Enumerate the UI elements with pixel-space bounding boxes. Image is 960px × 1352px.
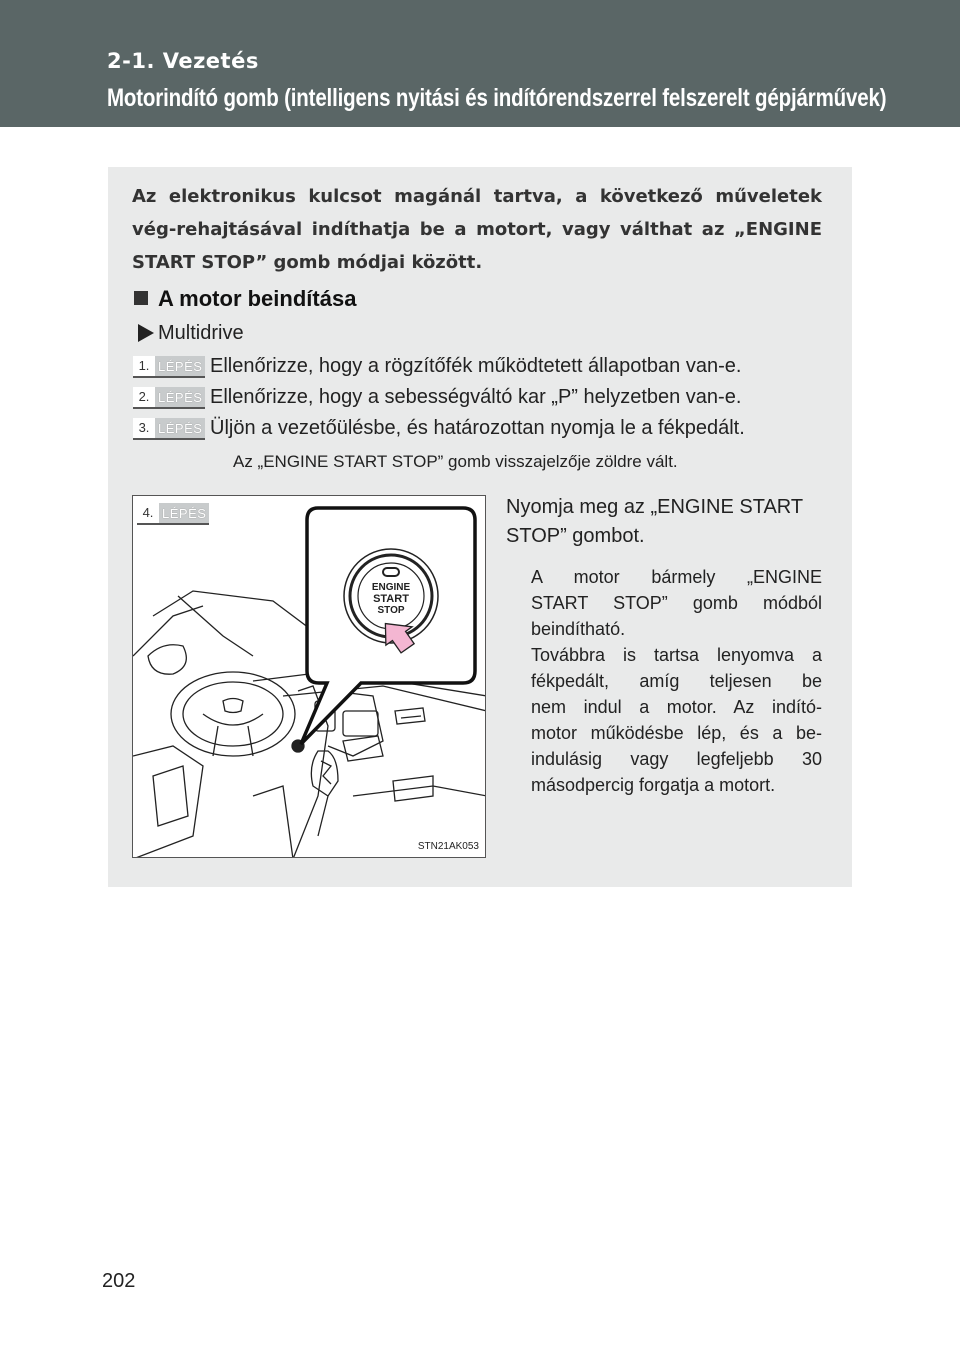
step-badge: 2. LÉPÉS: [133, 387, 205, 409]
intro-paragraph: Az elektronikus kulcsot magánál tartva, a következő műveletek vég-rehajtásával indíthatja be a motort, vagy válthat az „ENGINE START STOP” gomb módjai között.: [132, 186, 822, 273]
section-label: 2-1. Vezetés: [107, 49, 259, 73]
note-line: nem indul a motor. Az indító-: [531, 697, 822, 717]
page-number: 202: [102, 1270, 136, 1292]
step4-note: [531, 564, 822, 798]
note-line: beindítható.: [531, 619, 626, 639]
subheading-text: A motor beindítása: [158, 286, 357, 311]
button-label-line-3: STOP: [377, 605, 405, 616]
note-line: motor működésbe lép, és a be-: [531, 723, 822, 743]
variant-text: Multidrive: [158, 322, 244, 344]
note-line: Továbbra is tartsa lenyomva a: [531, 645, 822, 665]
note-line: A motor bármely „ENGINE: [531, 567, 822, 587]
dashboard-drawing: [133, 496, 486, 858]
step-badge: 3. LÉPÉS: [133, 418, 205, 440]
note-line: indulásig vagy legfeljebb 30: [531, 749, 822, 769]
step-text: Ellenőrizze, hogy a rögzítőfék működtetett állapotban van-e.: [210, 355, 742, 377]
step-badge: 4. LÉPÉS: [137, 503, 209, 525]
step-text: Ellenőrizze, hogy a sebességváltó kar „P” helyzetben van-e.: [210, 386, 742, 408]
page-title: Motorindító gomb (intelligens nyitási és indítórendszerrel felszerelt gépjárművek): [107, 84, 887, 112]
button-label-line-1: ENGINE: [371, 582, 411, 593]
page-header: [0, 0, 960, 127]
step-badge: 1. LÉPÉS: [133, 356, 205, 378]
step3-note: Az „ENGINE START STOP” gomb visszajelzője zöldre vált.: [233, 452, 678, 471]
note-line: fékpedált, amíg teljesen be: [531, 671, 822, 691]
figure-code: STN21AK053: [417, 841, 479, 852]
step-text: Üljön a vezetőülésbe, és határozottan nyomja le a fékpedált.: [210, 417, 745, 439]
button-label-line-2: START: [373, 593, 409, 605]
square-bullet-icon: [134, 291, 148, 305]
dashboard-illustration: [132, 495, 486, 858]
subheading: [134, 286, 356, 312]
step4-text: Nyomja meg az „ENGINE START STOP” gombot.: [506, 496, 803, 547]
triangle-right-icon: [138, 324, 154, 342]
note-line: START STOP” gomb módból: [531, 593, 822, 613]
note-line: másodpercig forgatja a motort.: [531, 775, 776, 795]
variant-label: [138, 322, 244, 345]
